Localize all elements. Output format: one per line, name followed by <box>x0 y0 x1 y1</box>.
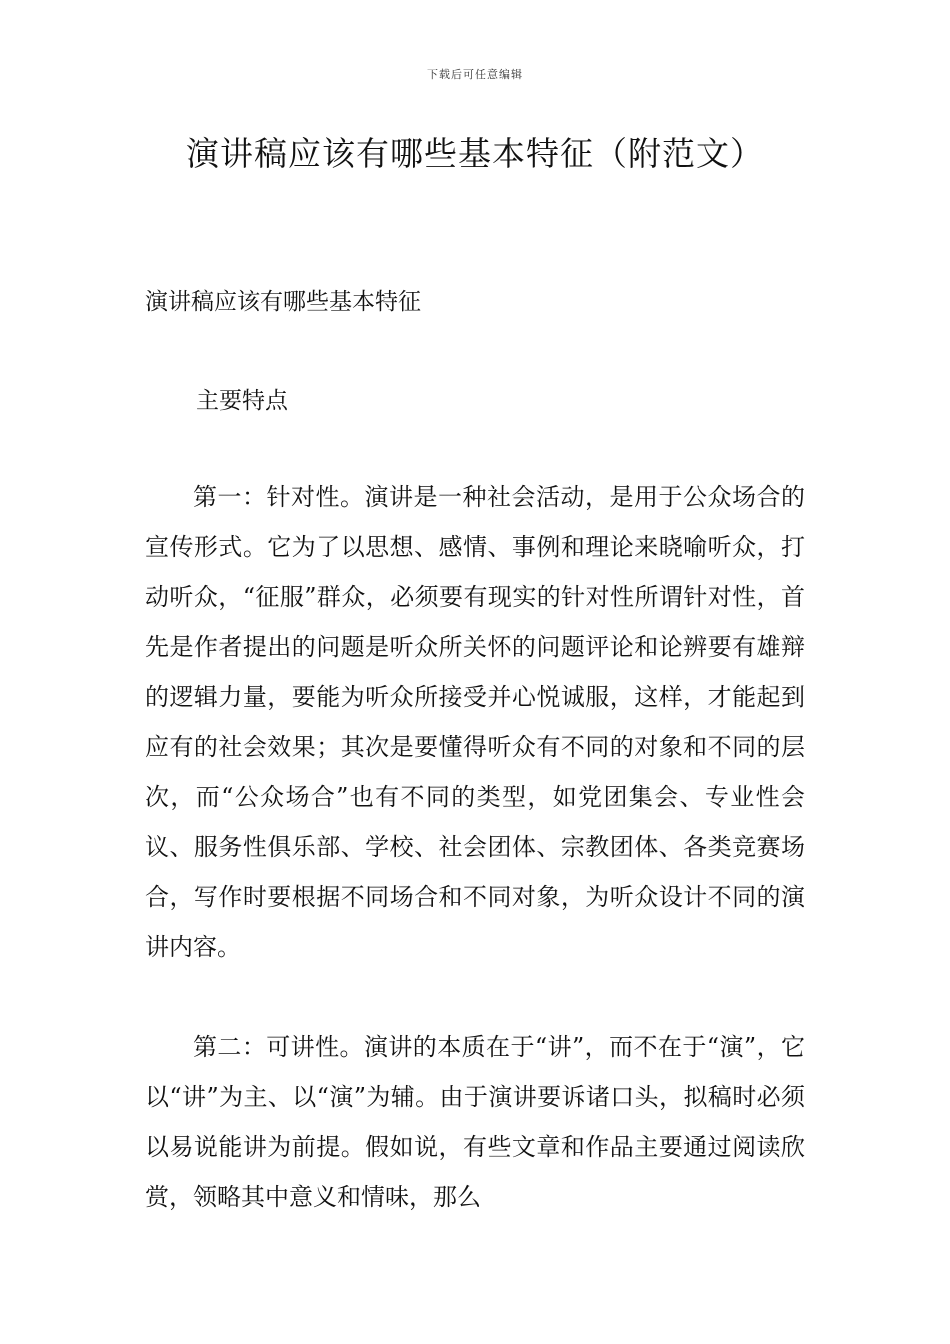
document-title: 演讲稿应该有哪些基本特征（附范文） <box>186 134 764 173</box>
paragraph-targeting: 第一：针对性。演讲是一种社会活动，是用于公众场合的宣传形式。它为了以思想、感情、事例和理论来晓喻听众，打动听众，“征服”群众，必须要有现实的针对性所谓针对性，首先是作者提出的问题是听众所关怀的问题评论和论辨要有雄辩的逻辑力量，要能为听众所接受并心悦诚服，这样，才能起到应有的社会效果；其次是要懂得听众有不同的对象和不同的层次，而“公众场合”也有不同的类型，如党团集会、专业性会议、服务性俱乐部、学校、社会团体、宗教团体、各类竞赛场合，写作时要根据不同场合和不同对象，为听众设计不同的演讲内容。 <box>145 483 805 961</box>
document-subtitle: 演讲稿应该有哪些基本特征 <box>145 289 421 315</box>
section-heading: 主要特点 <box>196 388 288 414</box>
header-note: 下载后可任意编辑 <box>427 68 523 81</box>
paragraph-speakability: 第二：可讲性。演讲的本质在于“讲”，而不在于“演”，它以“讲”为主、以“演”为辅。由于演讲要诉诸口头，拟稿时必须以易说能讲为前提。假如说，有些文章和作品主要通过阅读欣赏，领略其中意义和情味，那么 <box>145 1033 805 1211</box>
